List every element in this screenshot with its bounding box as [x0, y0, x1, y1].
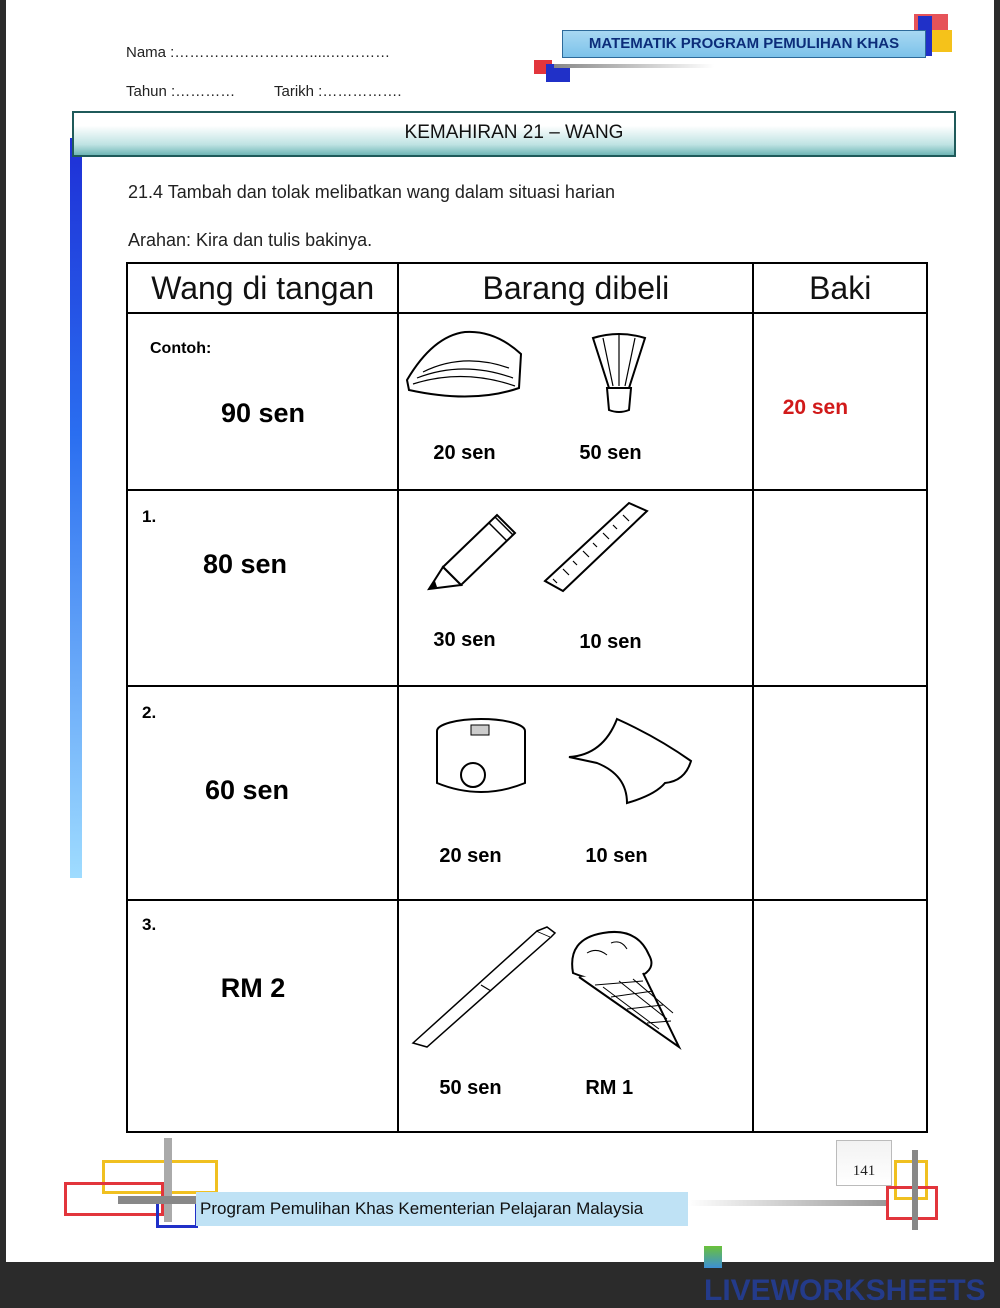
worksheet-page	[6, 0, 994, 1307]
row-label: Contoh:	[150, 340, 212, 357]
decor-frame	[156, 1200, 198, 1228]
pen-icon	[411, 925, 557, 1047]
items-cell	[398, 686, 753, 900]
item-price: 10 sen	[585, 845, 648, 867]
column-header: Wang di tangan	[127, 263, 398, 313]
money-amount: RM 2	[220, 973, 286, 1003]
table-row	[127, 900, 927, 1132]
item-price: 10 sen	[579, 631, 642, 653]
decor-line	[912, 1150, 918, 1230]
decor-line	[118, 1196, 198, 1204]
footer-program: Program Pemulihan Khas Kementerian Pelajaran Malaysia	[196, 1192, 688, 1226]
money-amount: 80 sen	[202, 549, 288, 579]
decor-line	[164, 1138, 172, 1222]
item-price: 20 sen	[433, 442, 496, 464]
shuttlecock-icon	[589, 330, 649, 414]
money-cell	[127, 686, 398, 900]
decor-square	[930, 30, 952, 52]
row-label: 2.	[142, 703, 157, 722]
column-header: Barang dibeli	[398, 263, 753, 313]
decor-line	[554, 64, 714, 68]
paper-icon	[567, 715, 697, 807]
column-header: Baki	[753, 263, 927, 313]
answer-cell	[753, 490, 927, 686]
answer-cell	[753, 900, 927, 1132]
tahun-field: Tahun :…………	[126, 83, 236, 100]
instruction-text: Arahan: Kira dan tulis bakinya.	[128, 230, 373, 250]
nama-field: Nama :……………………….....…………	[126, 44, 391, 61]
pencil-icon	[425, 509, 521, 591]
answer-value: 20 sen	[782, 396, 849, 419]
table-row	[127, 686, 927, 900]
ice-cream-icon	[567, 929, 685, 1049]
item-price: 50 sen	[579, 442, 642, 464]
item-price: RM 1	[585, 1077, 634, 1099]
sharpener-icon	[433, 717, 529, 799]
money-cell	[127, 900, 398, 1132]
worksheet-table	[126, 262, 928, 1133]
decor-line	[688, 1200, 888, 1206]
tarikh-field: Tarikh :…………….	[274, 83, 402, 100]
money-cell	[127, 490, 398, 686]
page-number: 141	[836, 1140, 892, 1186]
money-cell	[127, 313, 398, 490]
table-header-row	[127, 263, 927, 313]
liveworksheets-logo	[704, 1240, 994, 1308]
table-row	[127, 313, 927, 490]
row-label: 1.	[142, 507, 157, 526]
table-row	[127, 490, 927, 686]
item-price: 50 sen	[439, 1077, 502, 1099]
items-cell	[398, 490, 753, 686]
money-amount: 90 sen	[220, 398, 306, 428]
bread-icon	[403, 328, 525, 398]
item-price: 30 sen	[433, 629, 496, 651]
row-label: 3.	[142, 915, 157, 934]
items-cell	[398, 313, 753, 490]
page-title: KEMAHIRAN 21 – WANG	[72, 111, 956, 157]
program-banner: MATEMATIK PROGRAM PEMULIHAN KHAS	[562, 30, 926, 58]
items-cell	[398, 900, 753, 1132]
answer-cell	[753, 686, 927, 900]
item-price: 20 sen	[439, 845, 502, 867]
ruler-icon	[543, 501, 651, 593]
money-amount: 60 sen	[204, 775, 290, 805]
answer-cell	[753, 313, 927, 490]
logo-text: LIVEWORKSHEETS	[704, 1274, 986, 1307]
objective-text: 21.4 Tambah dan tolak melibatkan wang dalam situasi harian	[128, 182, 615, 202]
decor-stripe	[70, 138, 82, 878]
